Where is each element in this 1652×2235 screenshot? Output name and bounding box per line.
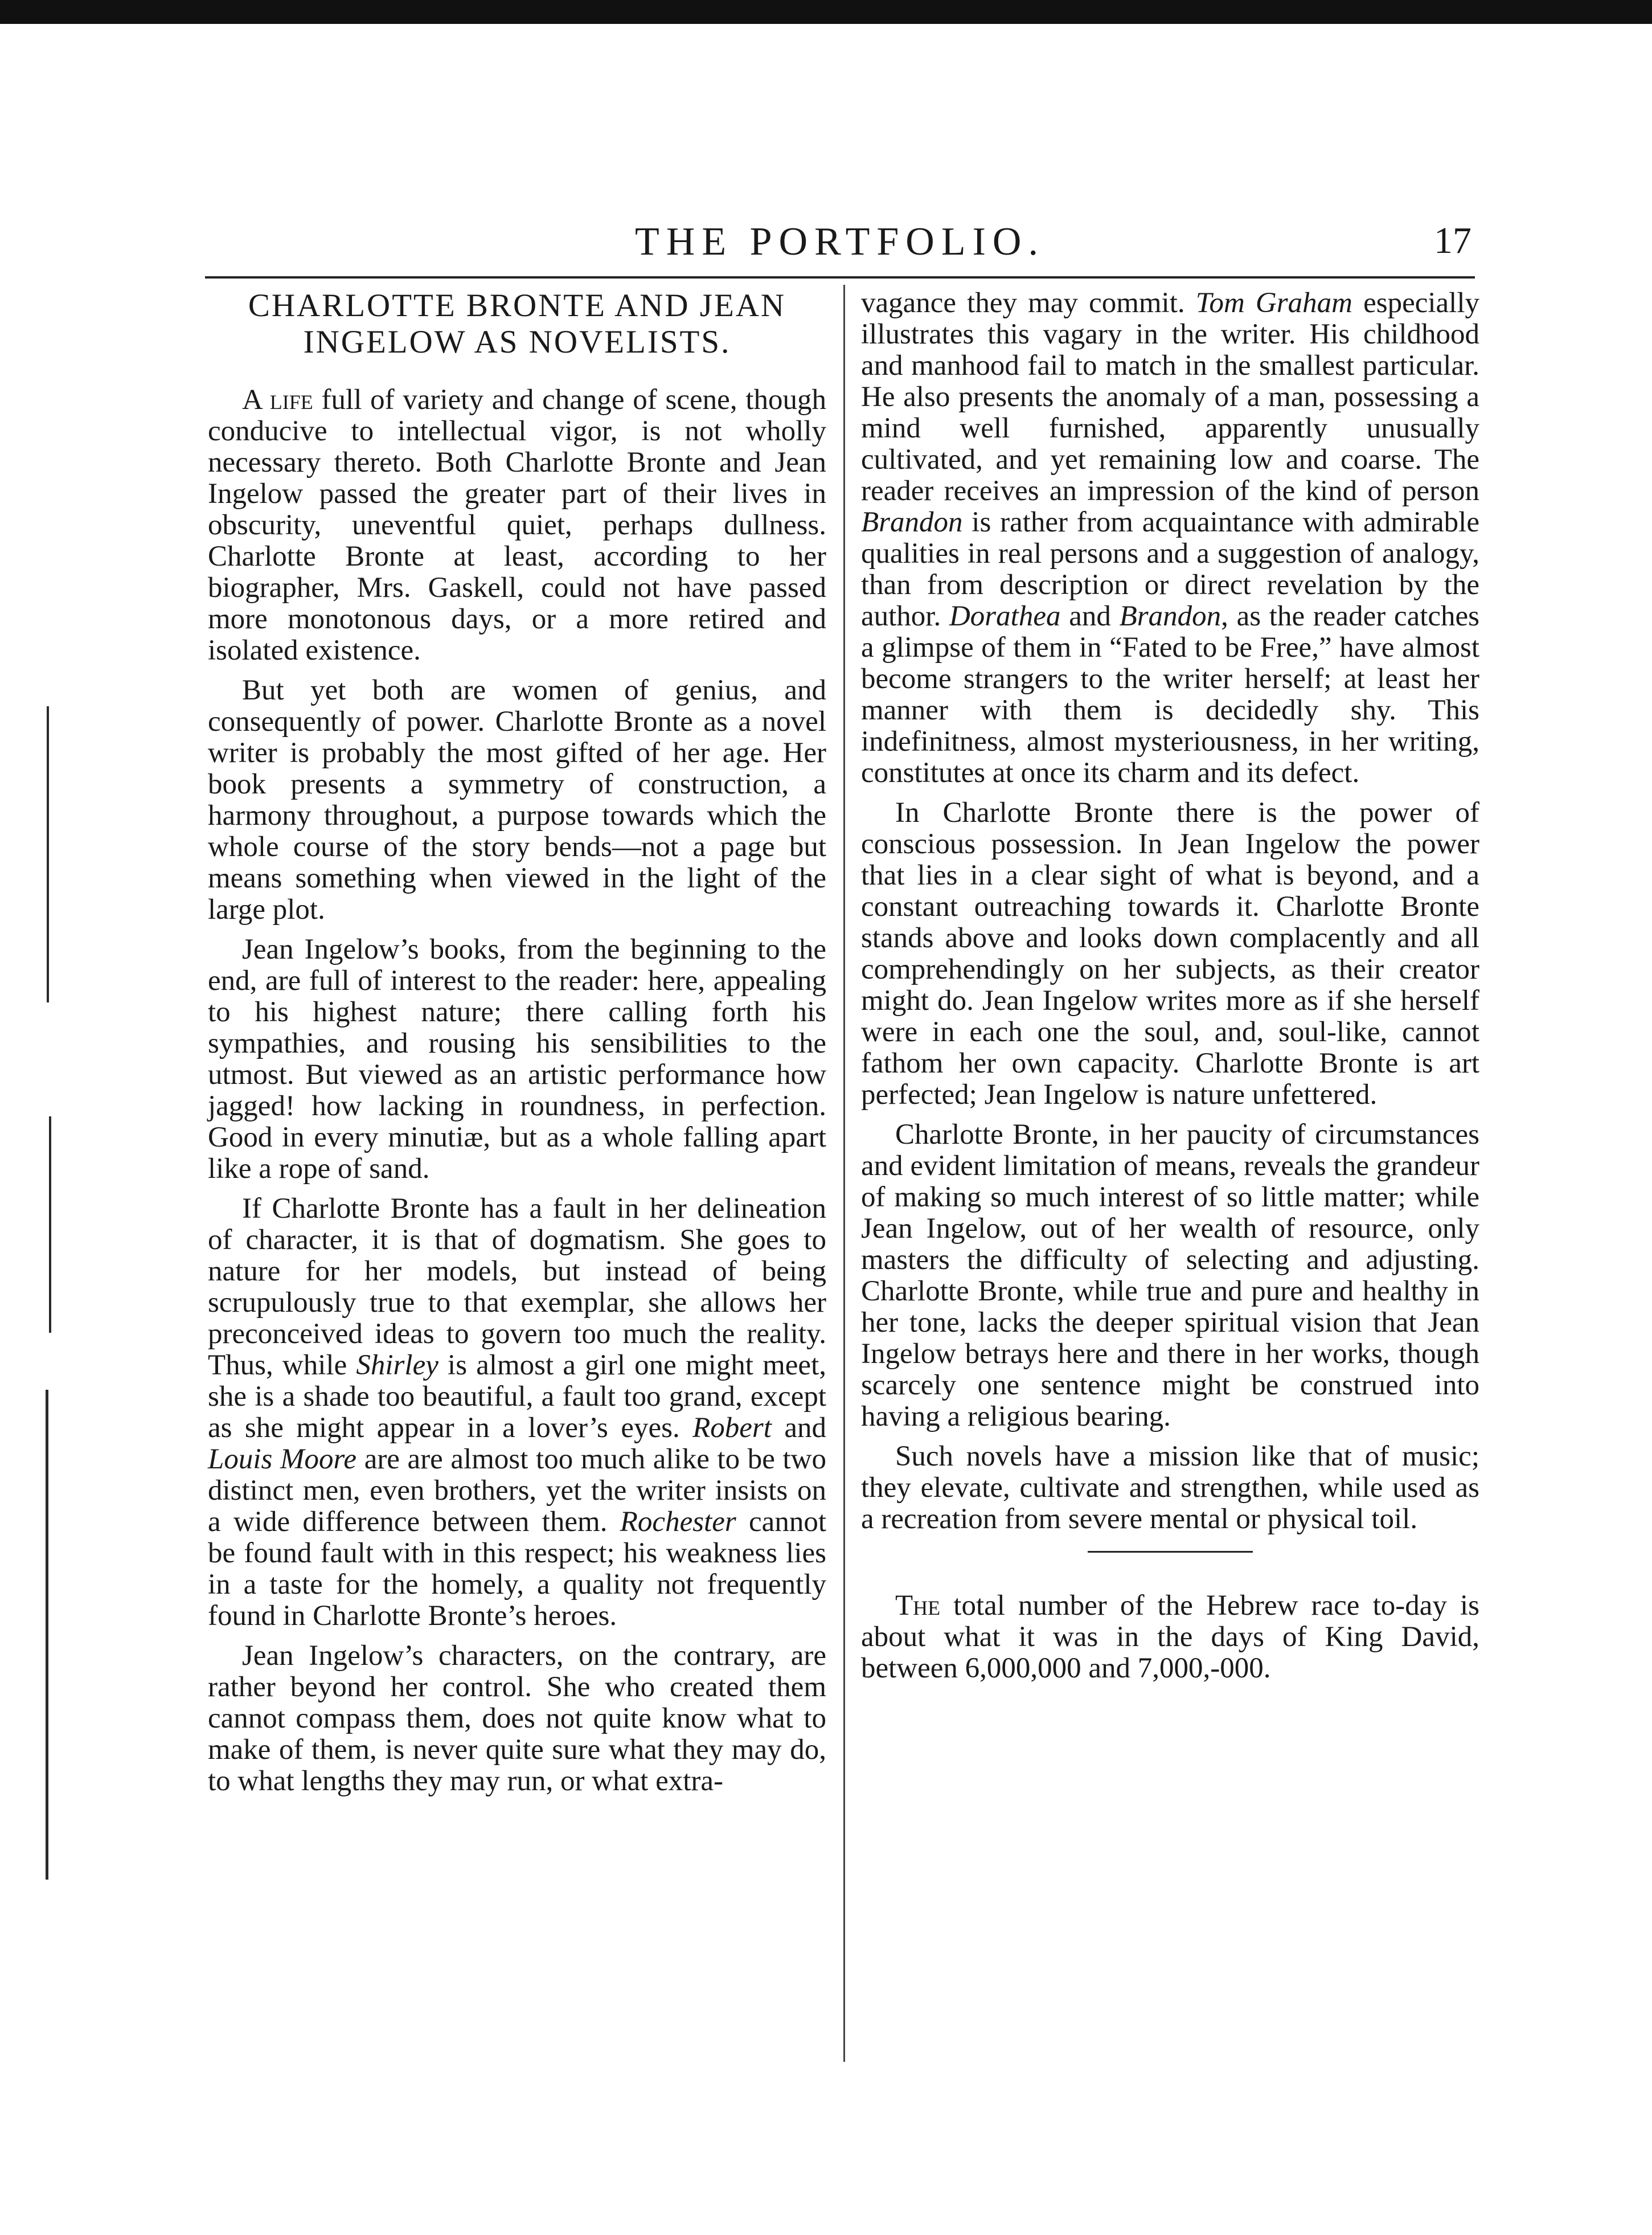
paragraph: Such novels have a mission like that of music; they elevate, cultivate and strengthen, while used as a recreation from severe mental or physical toil.	[861, 1440, 1479, 1535]
page-number: 17	[1434, 220, 1471, 261]
drop-lead: The	[895, 1590, 941, 1622]
character-name: Brandon	[1119, 600, 1221, 632]
margin-scan-mark	[47, 706, 49, 1002]
running-title: THE PORTFOLIO.	[635, 220, 1045, 264]
paragraph: But yet both are women of genius, and consequently of power. Charlotte Bronte as a novel writer is probably the most gifted of her age. Her book presents a symmetry of construction, a harmony throughout, a purpose towards which the whole course of the story bends—not a page but means something when viewed in the light of the large plot.	[208, 674, 826, 926]
character-name: Tom Graham	[1195, 287, 1352, 319]
paragraph	[208, 384, 826, 666]
paragraph: Jean Ingelow’s characters, on the contrary, are rather beyond her control. She who created them cannot compass them, does not quite know what to make of them, is never quite sure what they may do, to what lengths they may run, or what extra-	[208, 1640, 826, 1797]
paragraph: In Charlotte Bronte there is the power of conscious possession. In Jean Ingelow the power that lies in a clear sight of what is beyond, and a constant outreaching towards it. Charlotte Bronte stands above and looks down complacently and all comprehendingly on her subjects, as their creator might do. Jean Ingelow writes more as if she herself were in each one the soul, and, soul-like, cannot fathom her own capacity. Charlotte Bronte is art perfected; Jean Ingelow is nature unfettered.	[861, 797, 1479, 1111]
paragraph-text: full of variety and change of scene, though conducive to intellectual vigor, is not wholly necessary thereto. Both Charlotte Bronte and Jean Ingelow passed the greater part of their lives in obscurity, uneventful quiet, perhaps dullness. Charlotte Bronte at least, according to her biographer, Mrs. Gaskell, could not have passed more monotonous days, or a more retired and isolated existence.	[208, 384, 826, 666]
character-name: Shirley	[356, 1349, 438, 1381]
margin-scan-mark	[49, 1116, 51, 1333]
scan-top-edge	[0, 0, 1652, 24]
section-separator	[1088, 1551, 1253, 1553]
paragraph-text: is rather from acquaintance with admirable qualities in real persons and a suggestion of analogy, than from description or direct revelation by the author.	[861, 506, 1479, 632]
paragraph-text: especially illustrates this vagary in the writer. His childhood and manhood fail to match in the smallest particular. He also presents the anomaly of a man, possessing a mind well furnished, apparently unusually cultivated, and yet remaining low and coarse. The reader receives an impression of the kind of person	[861, 287, 1479, 507]
column-divider	[843, 285, 845, 2062]
character-name: Brandon	[861, 506, 963, 538]
paragraph: Jean Ingelow’s books, from the beginning to the end, are full of interest to the reader: here, appealing to his highest nature; there calling forth his sympathies, and rousing his sensibilities to the utmost. But viewed as an artistic performance how jagged! how lacking in roundness, in perfection. Good in every minutiæ, but as a whole falling apart like a rope of sand.	[208, 934, 826, 1185]
paragraph	[208, 1193, 826, 1632]
paragraph-text: are are almost too much alike to be two distinct men, even brothers, yet the writer insists on a wide difference between them.	[208, 1443, 826, 1538]
left-column	[208, 288, 826, 1806]
paragraph-text: , as the reader catches a glimpse of them in “Fated to be Free,” have almost become strangers to the writer herself; at least her manner with them is decidedly shy. This indefinitness, almost mysteriousness, in her writing, constitutes at once its charm and its defect.	[861, 600, 1480, 789]
drop-lead: A life	[242, 384, 313, 416]
character-name: Louis Moore	[208, 1443, 357, 1475]
character-name: Robert	[692, 1412, 772, 1444]
paragraph-text: and	[771, 1412, 826, 1444]
page-header	[205, 214, 1475, 279]
article-title: CHARLOTTE BRONTE AND JEAN INGELOW AS NOVELISTS.	[248, 288, 786, 360]
character-name: Rochester	[620, 1506, 736, 1538]
news-note	[861, 1590, 1479, 1684]
paragraph-text: is almost a girl one might meet, she is a shade too beautiful, a fault too grand, except as she might appear in a lover’s eyes.	[208, 1349, 826, 1444]
paragraph-text: and	[1060, 600, 1120, 632]
paragraph-text: vagance they may commit.	[861, 287, 1196, 319]
paragraph-text: cannot be found fault with in this respect; his weakness lies in a taste for the homely, a quality not frequently found in Charlotte Bronte’s heroes.	[208, 1506, 826, 1632]
right-column	[861, 288, 1479, 1693]
paragraph-text: If Charlotte Bronte has a fault in her delineation of character, it is that of dogmatism. She goes to nature for her models, but instead of being scrupulously true to that exemplar, she allows her preconceived ideas to govern too much the reality. Thus, while	[208, 1193, 826, 1381]
character-name: Dorathea	[949, 600, 1061, 632]
paragraph-text: total number of the Hebrew race to-day is about what it was in the days of King David, between 6,000,000 and 7,000,-000.	[861, 1590, 1479, 1684]
margin-scan-mark	[46, 1390, 48, 1880]
paragraph: Charlotte Bronte, in her paucity of circumstances and evident limitation of means, reveals the grandeur of making so much interest of so little matter; while Jean Ingelow, out of her wealth of resource, only masters the difficulty of selecting and adjusting. Charlotte Bronte, while true and pure and healthy in her tone, lacks the deeper spiritual vision that Jean Ingelow betrays here and there in her works, though scarcely one sentence might be construed into having a religious bearing.	[861, 1119, 1479, 1432]
paragraph-continued	[861, 288, 1479, 789]
